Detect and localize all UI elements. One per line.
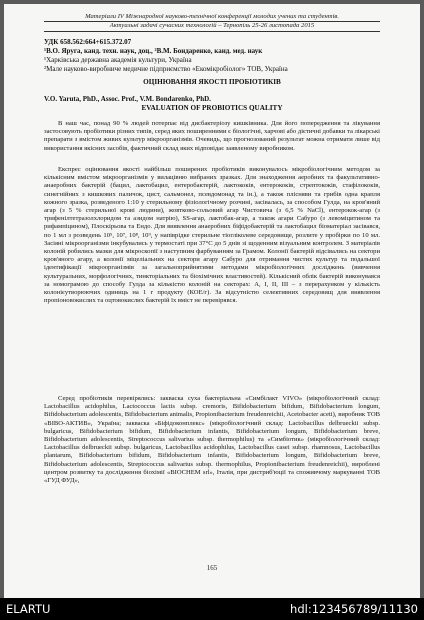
header-rule-2 bbox=[44, 31, 380, 32]
page-number: 165 bbox=[206, 564, 218, 572]
affiliation-2: ²Мале науково-виробниче медичне підприємство «Екомікробіолог» ТОВ, Україна bbox=[44, 65, 288, 73]
running-header-line2: Актуальні задачі сучасних технологій – Тернопіль 25-26 листопада 2015 bbox=[109, 22, 315, 29]
repository-name: ELARTU bbox=[6, 602, 51, 616]
udc-code: УДК 658.562:664+615.372.07 bbox=[44, 38, 132, 46]
running-header-line1: Матеріали IV Міжнародної науково-технічної конференції молодих учених та студентів. bbox=[85, 13, 339, 20]
title-en: EVALUATION OF PROBIOTICS QUALITY bbox=[141, 104, 283, 112]
paragraph-probiotics: Серед пробіотиків перевірялись: закваска суха бактеріальна «Симбілакт VIVO» (мікробіологічний склад: Lactobacillus acidophilus, Lactococcus lactis subsp. cremoris, Bifidobacterium bifidum, Bifidobacterium longum, Bifidobacterium adolescentis, Bifidobacterium animalis, Propionibacterium freudenreichii, Acetobacter aceti), виробник ТОВ «ВІВО-АКТИВ», Україна; закваска «Біфідоконплекс» (мікробіологічний склад: Lactobacillus delbrueckii subsp. bulgaricus, Bifidobacterium bifidum, Bifidobacterium infantis, Bifidobacterium longum, Bifidobacterium breve, Bifidobacterium adolescentis, Streptococcus salivarius subsp. thermophilus) та «Симбіотик» (мікробіологічний склад: Lactobacillus delbrueckii subsp. bulgaricus, Lactobacillus acidophilus, Lactobacillus casei subsp. rhamnosus, Lactobacillus plantarum, Bifidobacterium bifidum, Bifidobacterium infantis, Bifidobacterium longum, Bifidobacterium breve, Bifidobacterium adolescentis, Streptococcus salivarius subsp. thermophilus, Propionibacterium freudenreichii), вироблені центром розвитку та дослідження біохімії «BIOCHEM srl», Італія, при дистриб'юції та споживчому маркуванні ТОВ «ГУД ФУД», bbox=[44, 395, 380, 485]
handle-identifier: hdl:123456789/11130 bbox=[290, 602, 418, 616]
affiliation-1: ¹Харківська державна академія культури, Україна bbox=[44, 56, 192, 64]
paragraph-methods: Експрес оцінювання якості найбільш поширених пробіотиків виконувалось мікробіологічним методом за кількісним вмістом мікроорганізмів у вилацівню вибраних зразках. Для знаходження аеробних та факультативно-анаеробних бактерій (бацил, лактобацил, ентеробактерій, лактококів, ентерококів, стрептококів, стафілококів, синегнійних з кишкових паличок, цист, сальмонел, псевдомонад та ін.), а також плісняви та грибів одна крапля кожного зразка, розведеного 1:10 у стерильному фізіологічному розчині, засівалась, за способом Гулда, на кров'яний агар (з 5 % стерильної крові людини), жовтково-сольовий агар Чистовича (з 6,5 % NaCl), ентерокок-агар (з трифенілтетразолхлоридом та азидом натрію), SS-агар, лактобак-агар, а також агари Сабуро (з левоміцитином та рифампіцином), Плоскірьова та Ендо. Для виявлення анаеробних біфідобактерій та лактобацил біоматеріал засівався, по 1 мл з розведень 10⁵, 10⁷, 10⁸, 10⁹, у напіврідке стерильне тіогліколеве середовище, розлите у пробірки по 10 мл. Засіяні мікроорганізми інкубувались у термостаті при 37°С до 5 днів зі щоденним візуальним контролем. З матеріалів колоній робились мазки для мікроскопії з наступним фарбуванням за Грамом. Колонії бактерій відсівались на сектори кров'яного агару, а колонії міцеліальних на сектори агару Сабуро для отримання чистих культур та подальшої ідентифікації мікроорганізмів за загальноприйнятими методами мікробіологічних досліджень (вивчення культуральних, морфологічних, тинкторіальних та біохімічних властивостей). Кількісний облік бактерій виконувався за номограмою до способу Гулда за кількістю колоній на секторах: А, І, ІІ, ІІІ – з перерахунком у кількість колонієутворюючих одиниць на 1 г продукту (КОЕ/г). За відсутністю селективних середовищ для виявлення пропіоновокислих та оцтовокислих бактерій їх вміст не перевірявся. bbox=[44, 166, 380, 305]
authors-ua: ¹В.О. Яруга, канд. техн. наук, доц., ²В.М. Бондаренко, канд. мед. наук bbox=[44, 47, 263, 55]
title-ua: ОЦІНЮВАННЯ ЯКОСТІ ПРОБІОТИКІВ bbox=[143, 78, 281, 86]
authors-en: V.O. Yaruta, PhD., Assoc. Prof., V.M. Bondarenko, PhD. bbox=[44, 95, 211, 103]
header-rule-1 bbox=[44, 21, 380, 22]
document-page bbox=[4, 4, 420, 598]
repository-footer-bar bbox=[0, 598, 424, 620]
paragraph-intro: В наш час, понад 90 % людей потерпає від дисбактеріозу кишківника. Для його попередження та лікування застосовують пробіотики різних типів, серед яких поширенними є біологічні, харчові або дієтичні добавки та лікарські препарати з вмістом живих культур мікроорганізмів. Очевидь, що прогнозований результат можна отримати лише від використання якісних засобів, фактичний склад яких відповідає заявленому виробником. bbox=[44, 120, 380, 152]
